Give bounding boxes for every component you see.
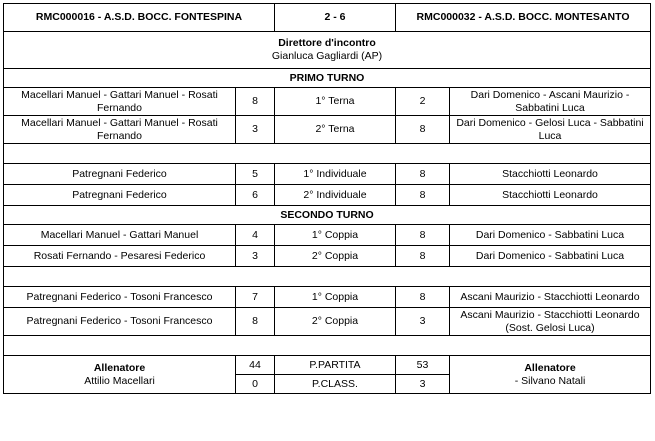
spacer-cell <box>4 267 651 287</box>
away-score: 8 <box>396 225 450 246</box>
match-type: 1° Coppia <box>275 225 396 246</box>
home-players: Macellari Manuel - Gattari Manuel <box>4 225 236 246</box>
table-row <box>4 225 651 246</box>
away-class-points: 3 <box>396 375 450 394</box>
away-coach-cell <box>450 356 651 394</box>
home-coach-name: Attilio Macellari <box>84 374 155 387</box>
match-type: 1° Individuale <box>275 164 396 185</box>
away-players: Dari Domenico - Sabbatini Luca <box>450 246 651 267</box>
table-row <box>4 185 651 206</box>
away-score: 3 <box>396 308 450 336</box>
match-type: 2° Coppia <box>275 246 396 267</box>
away-score: 8 <box>396 164 450 185</box>
table-row <box>4 308 651 336</box>
spacer-row <box>4 267 651 287</box>
match-type: 2° Individuale <box>275 185 396 206</box>
away-players: Stacchiotti Leonardo <box>450 185 651 206</box>
spacer-cell <box>4 144 651 164</box>
match-report-table <box>3 3 651 394</box>
away-players: Dari Domenico - Sabbatini Luca <box>450 225 651 246</box>
class-label: P.CLASS. <box>275 375 396 394</box>
match-type: 2° Terna <box>275 116 396 144</box>
table-row <box>4 164 651 185</box>
away-coach-name: - Silvano Natali <box>514 374 586 387</box>
away-players: Ascani Maurizio - Stacchiotti Leonardo <box>450 287 651 308</box>
director-cell <box>4 32 651 69</box>
away-players: Dari Domenico - Gelosi Luca - Sabbatini Luca <box>450 116 651 144</box>
away-players: Dari Domenico - Ascani Maurizio - Sabbatini Luca <box>450 88 651 116</box>
table-row <box>4 246 651 267</box>
away-score: 8 <box>396 246 450 267</box>
home-players: Patregnani Federico - Tosoni Francesco <box>4 287 236 308</box>
home-team-header: RMC000016 - A.S.D. BOCC. FONTESPINA <box>4 4 275 32</box>
home-score: 3 <box>236 246 275 267</box>
home-coach-label: Allenatore <box>93 361 146 374</box>
home-score: 3 <box>236 116 275 144</box>
home-score: 7 <box>236 287 275 308</box>
match-score: 2 - 6 <box>275 4 396 32</box>
away-players: Stacchiotti Leonardo <box>450 164 651 185</box>
table-row <box>4 116 651 144</box>
home-score: 5 <box>236 164 275 185</box>
home-partita-points: 44 <box>236 356 275 375</box>
match-type: 1° Terna <box>275 88 396 116</box>
away-score: 2 <box>396 88 450 116</box>
match-type: 2° Coppia <box>275 308 396 336</box>
table-row <box>4 287 651 308</box>
away-players: Ascani Maurizio - Stacchiotti Leonardo (Sost. Gelosi Luca) <box>450 308 651 336</box>
spacer-row <box>4 144 651 164</box>
home-coach-cell <box>4 356 236 394</box>
home-players: Macellari Manuel - Gattari Manuel - Rosati Fernando <box>4 88 236 116</box>
away-score: 8 <box>396 185 450 206</box>
home-players: Patregnani Federico <box>4 164 236 185</box>
home-score: 8 <box>236 308 275 336</box>
away-partita-points: 53 <box>396 356 450 375</box>
away-coach-label: Allenatore <box>524 361 576 374</box>
home-players: Macellari Manuel - Gattari Manuel - Rosati Fernando <box>4 116 236 144</box>
home-class-points: 0 <box>236 375 275 394</box>
spacer-row <box>4 336 651 356</box>
home-players: Patregnani Federico - Tosoni Francesco <box>4 308 236 336</box>
home-players: Rosati Fernando - Pesaresi Federico <box>4 246 236 267</box>
home-score: 8 <box>236 88 275 116</box>
home-score: 6 <box>236 185 275 206</box>
turn-title-primo: PRIMO TURNO <box>4 69 651 88</box>
director-name: Gianluca Gagliardi (AP) <box>271 50 383 62</box>
turn-title-secondo: SECONDO TURNO <box>4 206 651 225</box>
home-score: 4 <box>236 225 275 246</box>
spacer-cell <box>4 336 651 356</box>
director-label: Direttore d'incontro <box>278 37 376 49</box>
away-team-header: RMC000032 - A.S.D. BOCC. MONTESANTO <box>396 4 651 32</box>
match-type: 1° Coppia <box>275 287 396 308</box>
away-score: 8 <box>396 287 450 308</box>
partita-label: P.PARTITA <box>275 356 396 375</box>
home-players: Patregnani Federico <box>4 185 236 206</box>
table-row <box>4 88 651 116</box>
away-score: 8 <box>396 116 450 144</box>
